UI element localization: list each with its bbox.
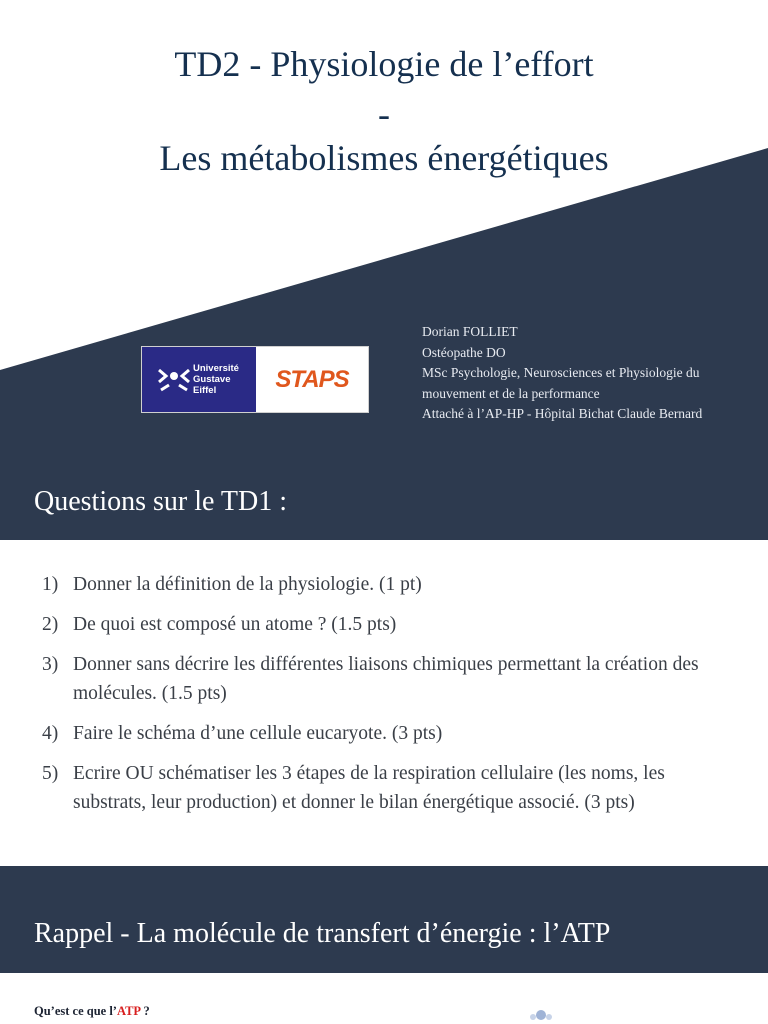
title-slide: [0, 0, 768, 458]
question-item: 4) Faire le schéma d’une cellule eucaryote. (3 pts): [42, 723, 443, 744]
atp-slide: [0, 866, 768, 1024]
slide-title-line-2: Les métabolismes énergétiques: [159, 138, 609, 178]
uge-mark-icon: [157, 366, 191, 394]
questions-list: [42, 570, 738, 828]
questions-title: Questions sur le TD1 :: [34, 486, 288, 517]
question-item: 1) Donner la définition de la physiologie. (1 pt): [42, 574, 422, 595]
slide-title-separator: -: [378, 94, 390, 134]
author-title: Ostéopathe DO: [422, 344, 506, 360]
slide-title-line-1: TD2 - Physiologie de l’effort: [174, 44, 594, 84]
author-name: Dorian FOLLIET: [422, 324, 518, 339]
atp-header-band: [0, 866, 768, 973]
author-degree-line-1: MSc Psychologie, Neurosciences et Physiologie du: [422, 365, 700, 380]
logos: [141, 346, 369, 413]
author-affiliation: Attaché à l’AP-HP - Hôpital Bichat Claude Bernard: [422, 406, 703, 421]
universite-gustave-eiffel-logo: [142, 347, 256, 412]
molecule-icon: [527, 1009, 555, 1021]
question-item: 5) Ecrire OU schématiser les 3 étapes de la respiration cellulaire (les noms, les substrats, leur production) et donner le bilan énergétique associé. (3 pts): [42, 763, 665, 813]
questions-slide: [0, 458, 768, 866]
atp-title: Rappel - La molécule de transfert d’énergie : l’ATP: [34, 918, 611, 949]
staps-logo: STAPS: [256, 347, 368, 412]
question-item: 3) Donner sans décrire les différentes liaisons chimiques permettant la création des molécules. (1.5 pts): [42, 654, 699, 704]
author-degree-line-2: mouvement et de la performance: [422, 385, 600, 401]
question-item: 2) De quoi est composé un atome ? (1.5 pts): [42, 614, 397, 635]
questions-header-band: [0, 458, 768, 540]
author-info: [422, 322, 752, 425]
uge-logo-text: Université Gustave Eiffel: [193, 363, 239, 396]
atp-question: Qu’est ce que l’ATP ?: [34, 1004, 150, 1018]
